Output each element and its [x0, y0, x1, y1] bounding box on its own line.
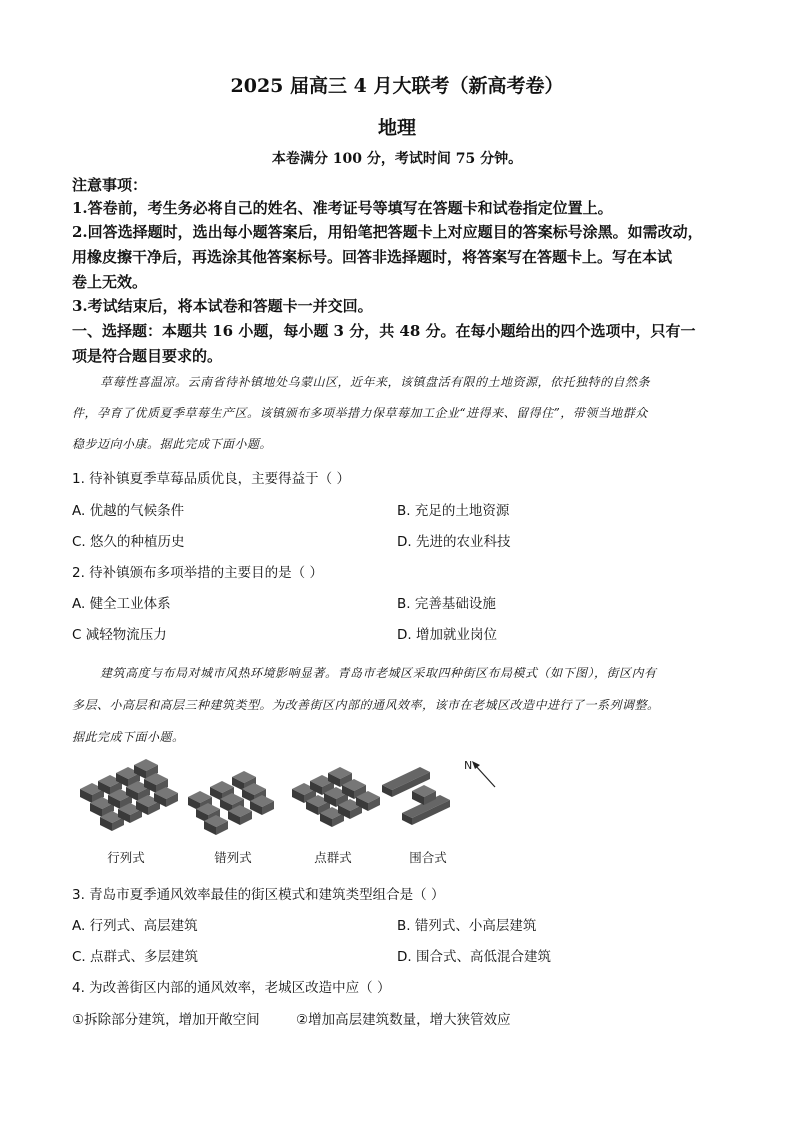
- caption-row-column: 行列式: [107, 850, 145, 865]
- block-layout-figure: [70, 755, 510, 840]
- question-3-option-d[interactable]: D. 围合式、高低混合建筑: [397, 949, 551, 965]
- passage-2-line-3: 据此完成下面小题。: [72, 730, 185, 744]
- subject-title: 地理: [377, 117, 416, 139]
- passage-1-line-2: 件，孕育了优质夏季草莓生产区。该镇颁布多项举措力保草莓加工企业“进得来、留得住”，带领当地群众: [72, 406, 648, 420]
- notice-item-2-line-2: 用橡皮擦干净后，再选涂其他答案标号。回答非选择题时，将答案写在答题卡上。写在本试: [72, 248, 673, 266]
- section-heading-line-1: 一、选择题：本题共 16 小题，每小题 3 分，共 48 分。在每小题给出的四个选项中，只有一: [72, 322, 696, 340]
- enclosed-layout: [382, 767, 450, 825]
- question-4-statement-2: ②增加高层建筑数量，增大狭管效应: [296, 1012, 511, 1028]
- question-3-option-c[interactable]: C. 点群式、多层建筑: [72, 949, 199, 965]
- north-arrow-icon: [464, 759, 495, 787]
- question-2-option-b[interactable]: B. 完善基础设施: [397, 596, 496, 612]
- question-2-stem: 2. 待补镇颁布多项举措的主要目的是（ ）: [72, 565, 323, 581]
- question-4-statement-1: ①拆除部分建筑，增加开敞空间: [72, 1012, 260, 1028]
- question-4-stem: 4. 为改善街区内部的通风效率，老城区改造中应（ ）: [72, 980, 391, 996]
- notice-item-1: 1.答卷前，考生务必将自己的姓名、准考证号等填写在答题卡和试卷指定位置上。: [72, 199, 613, 217]
- question-1-option-c[interactable]: C. 悠久的种植历史: [72, 534, 185, 550]
- question-3-option-a[interactable]: A. 行列式、高层建筑: [72, 918, 198, 934]
- staggered-layout: [188, 771, 274, 835]
- section-heading-line-2: 项是符合题目要求的。: [72, 347, 223, 365]
- north-label: N: [464, 759, 473, 772]
- cluster-layout: [292, 767, 380, 827]
- score-time-line: 本卷满分 100 分，考试时间 75 分钟。: [271, 151, 523, 167]
- question-1-option-a[interactable]: A. 优越的气候条件: [72, 503, 185, 519]
- caption-staggered: 错列式: [214, 850, 252, 865]
- question-2-option-c[interactable]: C 减轻物流压力: [72, 627, 167, 643]
- passage-1-line-3: 稳步迈向小康。据此完成下面小题。: [72, 437, 273, 451]
- caption-cluster: 点群式: [314, 850, 352, 865]
- notice-heading: 注意事项：: [72, 176, 148, 194]
- question-2-option-a[interactable]: A. 健全工业体系: [72, 596, 171, 612]
- caption-enclosed: 围合式: [409, 850, 447, 865]
- row-column-layout: [80, 759, 178, 831]
- notice-item-3: 3.考试结束后，将本试卷和答题卡一并交回。: [72, 297, 373, 315]
- passage-2-line-1: 建筑高度与布局对城市风热环境影响显著。青岛市老城区采取四种街区布局模式（如下图），街区内有: [100, 666, 657, 680]
- question-1-option-b[interactable]: B. 充足的土地资源: [397, 503, 510, 519]
- notice-item-2-line-3: 卷上无效。: [72, 273, 148, 291]
- passage-2-line-2: 多层、小高层和高层三种建筑类型。为改善街区内部的通风效率，该市在老城区改造中进行了一系列调整。: [72, 698, 660, 712]
- question-2-option-d[interactable]: D. 增加就业岗位: [397, 627, 497, 643]
- question-1-option-d[interactable]: D. 先进的农业科技: [397, 534, 511, 550]
- question-3-stem: 3. 青岛市夏季通风效率最佳的街区模式和建筑类型组合是（ ）: [72, 887, 445, 903]
- passage-1-line-1: 草莓性喜温凉。云南省待补镇地处乌蒙山区，近年来，该镇盘活有限的土地资源，依托独特的自然条: [100, 375, 651, 389]
- question-3-option-b[interactable]: B. 错列式、小高层建筑: [397, 918, 537, 934]
- exam-title: 2025 届高三 4 月大联考（新高考卷）: [230, 75, 564, 97]
- question-1-stem: 1. 待补镇夏季草莓品质优良，主要得益于（ ）: [72, 471, 350, 487]
- notice-item-2-line-1: 2.回答选择题时，选出每小题答案后，用铅笔把答题卡上对应题目的答案标号涂黑。如需改动，: [72, 223, 703, 241]
